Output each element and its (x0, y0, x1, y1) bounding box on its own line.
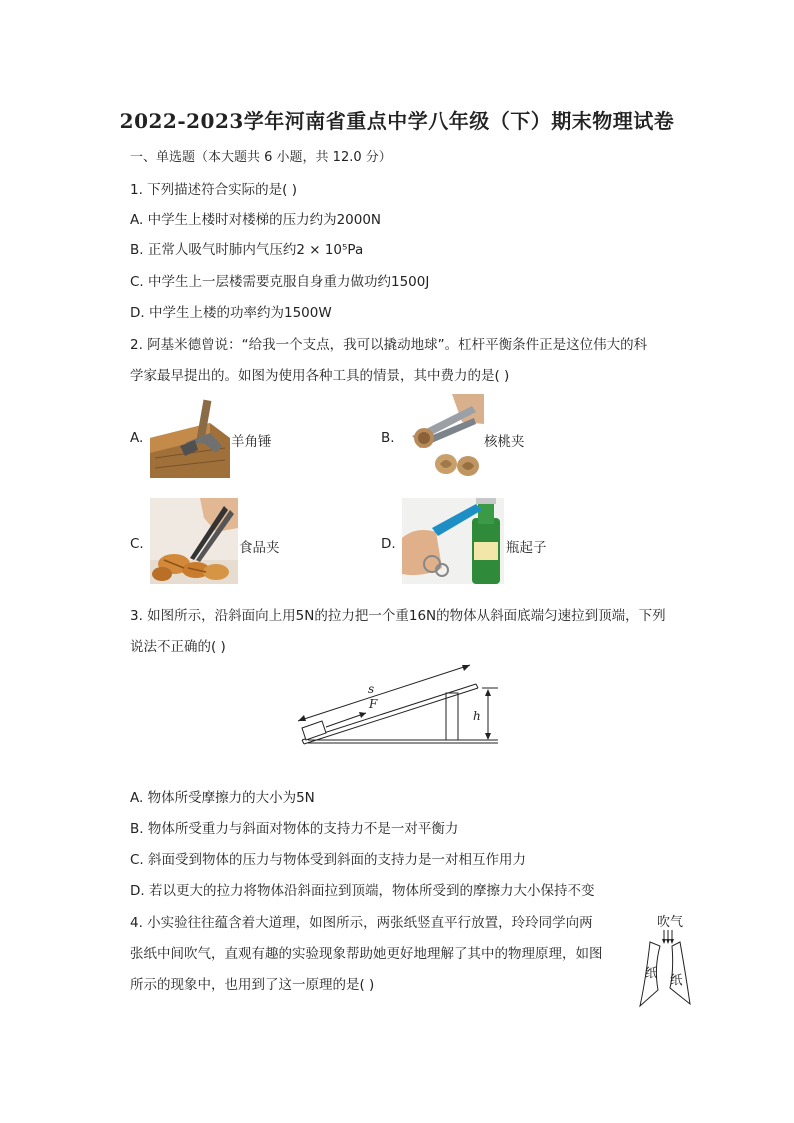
food-tongs-image (150, 498, 238, 584)
section-heading: 一、单选题（本大题共 6 小题，共 12.0 分） (130, 150, 392, 165)
q1-option-a: A. 中学生上楼时对楼梯的压力约为2000N (130, 212, 382, 228)
diagram-label-blow: 吹气 (657, 915, 684, 930)
q2-option-a-letter: A. (130, 430, 144, 446)
nutcracker-image (402, 394, 484, 480)
q3-option-b: B. 物体所受重力与斜面对物体的支持力不是一对平衡力 (130, 821, 459, 837)
q4-stem-line1: 4. 小实验往往蕴含着大道理，如图所示，两张纸竖直平行放置，玲玲同学向两 (130, 915, 593, 931)
q2-stem-line1: 2. 阿基米德曾说：“给我一个支点，我可以撬动地球”。杠杆平衡条件正是这位伟大的科 (130, 337, 648, 353)
diagram-label-paper-left: 纸 (645, 965, 658, 980)
q3-stem-line2: 说法不正确的( ) (130, 639, 226, 655)
diagram-label-s: s (368, 682, 375, 696)
diagram-label-f: F (369, 697, 378, 711)
q2-option-b-label: 核桃夹 (484, 434, 525, 450)
bottle-opener-image (402, 498, 504, 584)
page-title: 2022-2023学年河南省重点中学八年级（下）期末物理试卷 (119, 109, 675, 133)
q2-stem-line2: 学家最早提出的。如图为使用各种工具的情景，其中费力的是( ) (130, 368, 510, 384)
q1-stem: 1. 下列描述符合实际的是( ) (130, 182, 297, 198)
q1-option-b: B. 正常人吸气时肺内气压约2 × 10⁵Pa (130, 242, 364, 258)
paper-blowing-diagram (634, 928, 696, 1008)
q2-option-c-label: 食品夹 (239, 540, 280, 556)
q3-stem-line1: 3. 如图所示，沿斜面向上用5N的拉力把一个重16N的物体从斜面底端匀速拉到顶端，下列 (130, 608, 666, 624)
inclined-plane-diagram (290, 655, 500, 750)
q4-stem-line3: 所示的现象中，也用到了这一原理的是( ) (130, 977, 375, 993)
q2-option-d-letter: D. (381, 536, 396, 552)
q1-option-c: C. 中学生上一层楼需要克服自身重力做功约1500J (130, 274, 430, 290)
q2-option-d-label: 瓶起子 (506, 540, 547, 556)
q1-option-d: D. 中学生上楼的功率约为1500W (130, 305, 332, 321)
diagram-label-h: h (473, 709, 481, 723)
claw-hammer-image (150, 398, 230, 478)
q3-option-c: C. 斜面受到物体的压力与物体受到斜面的支持力是一对相互作用力 (130, 852, 527, 868)
q4-stem-line2: 张纸中间吹气，直观有趣的实验现象帮助她更好地理解了其中的物理原理，如图 (130, 946, 603, 962)
q2-option-c-letter: C. (130, 536, 144, 552)
q3-option-d: D. 若以更大的拉力将物体沿斜面拉到顶端，物体所受到的摩擦力大小保持不变 (130, 883, 595, 899)
q2-option-a-label: 羊角锤 (231, 434, 272, 450)
q3-option-a: A. 物体所受摩擦力的大小为5N (130, 790, 315, 806)
diagram-label-paper-right: 纸 (670, 972, 683, 987)
q2-option-b-letter: B. (381, 430, 395, 446)
